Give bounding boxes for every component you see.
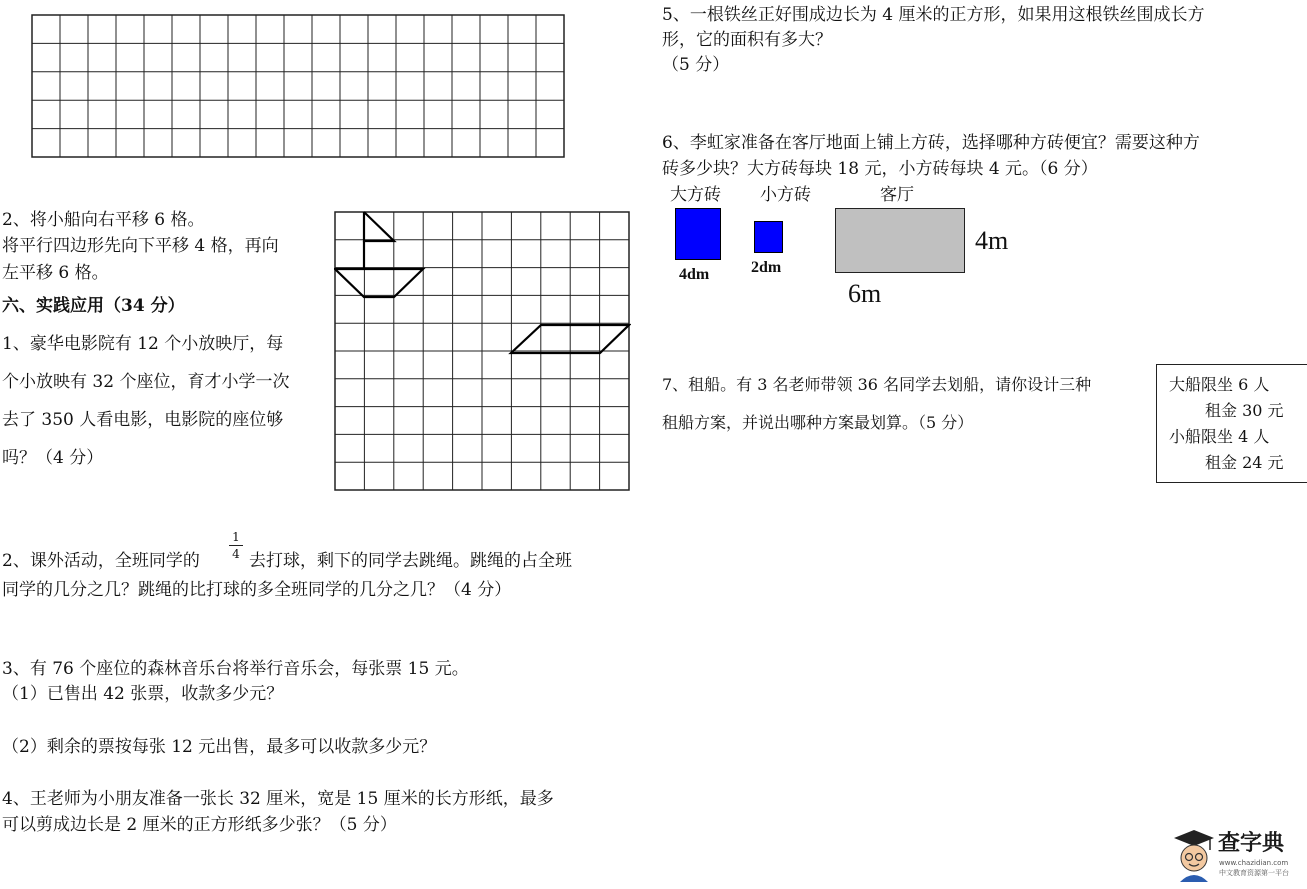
small-tile bbox=[754, 221, 783, 253]
boat-shape bbox=[335, 212, 423, 297]
q1-line4: 吗？（4 分） bbox=[2, 448, 104, 468]
q5-line2: 形，它的面积有多大？ bbox=[662, 30, 832, 50]
top-grid bbox=[31, 14, 566, 160]
q1-line3: 去了 350 人看电影，电影院的座位够 bbox=[2, 410, 284, 430]
q2-line1b: 去打球，剩下的同学去跳绳。跳绳的占全班 bbox=[249, 551, 572, 571]
q2-translate-line3: 左平移 6 格。 bbox=[2, 263, 109, 283]
big-boat-rent: 租金 30 元 bbox=[1205, 401, 1284, 420]
q3-line1: 3、有 76 个座位的森林音乐台将举行音乐会，每张票 15 元。 bbox=[2, 659, 469, 679]
fraction-numerator: 1 bbox=[232, 530, 240, 544]
q6-line1: 6、李虹家准备在客厅地面上铺上方砖，选择哪种方砖便宜？需要这种方 bbox=[662, 133, 1200, 153]
big-tile bbox=[675, 208, 721, 260]
small-boat-rent: 租金 24 元 bbox=[1205, 453, 1284, 472]
big-tile-label: 大方砖 bbox=[670, 185, 721, 205]
room-label: 客厅 bbox=[880, 185, 914, 205]
q4-line1: 4、王老师为小朋友准备一张长 32 厘米，宽是 15 厘米的长方形纸，最多 bbox=[2, 789, 554, 809]
q3-sub1: （1）已售出 42 张票，收款多少元？ bbox=[2, 684, 284, 704]
section6-title: 六、实践应用（34 分） bbox=[2, 296, 185, 316]
q7-line2: 租船方案，并说出哪种方案最划算。（5 分） bbox=[662, 413, 974, 432]
q1-line2: 个小放映有 32 个座位，育才小学一次 bbox=[2, 372, 290, 392]
fraction-one-quarter bbox=[229, 531, 243, 560]
teacher-mascot-icon bbox=[1172, 828, 1216, 884]
translation-grid bbox=[334, 211, 631, 492]
chazidian-logo bbox=[1172, 828, 1304, 884]
q2-line1a: 2、课外活动，全班同学的 bbox=[2, 551, 200, 571]
q5-line3: （5 分） bbox=[662, 55, 730, 75]
room-length: 6m bbox=[848, 279, 882, 308]
room-rectangle bbox=[835, 208, 965, 273]
q7-line1: 7、租船。有 3 名老师带领 36 名同学去划船，请你设计三种 bbox=[662, 375, 1092, 394]
logo-slogan: 中文教育资源第一平台 bbox=[1219, 869, 1289, 877]
q6-line2: 砖多少块？大方砖每块 18 元，小方砖每块 4 元。（6 分） bbox=[662, 159, 1098, 179]
q1-line1: 1、豪华电影院有 12 个小放映厅，每 bbox=[2, 334, 284, 354]
small-tile-size: 2dm bbox=[751, 259, 782, 276]
small-tile-label: 小方砖 bbox=[760, 185, 811, 205]
big-boat-limit: 大船限坐 6 人 bbox=[1169, 375, 1270, 394]
logo-text: 查字典 bbox=[1218, 831, 1285, 856]
q2-line2: 同学的几分之几？跳绳的比打球的多全班同学的几分之几？（4 分） bbox=[2, 580, 512, 600]
q5-line1: 5、一根铁丝正好围成边长为 4 厘米的正方形，如果用这根铁丝围成长方 bbox=[662, 5, 1205, 25]
q2-translate-line2: 将平行四边形先向下平移 4 格，再向 bbox=[2, 236, 279, 256]
logo-url: www.chazidian.com bbox=[1219, 859, 1289, 867]
room-width: 4m bbox=[975, 226, 1009, 255]
small-boat-limit: 小船限坐 4 人 bbox=[1169, 427, 1270, 446]
fraction-denominator: 4 bbox=[232, 547, 240, 561]
boat-rules-box bbox=[1156, 364, 1307, 483]
q3-sub2: （2）剩余的票按每张 12 元出售，最多可以收款多少元？ bbox=[2, 737, 437, 757]
q4-line2: 可以剪成边长是 2 厘米的正方形纸多少张？（5 分） bbox=[2, 815, 397, 835]
big-tile-size: 4dm bbox=[679, 266, 710, 283]
q2-translate-line1: 2、将小船向右平移 6 格。 bbox=[2, 210, 205, 230]
